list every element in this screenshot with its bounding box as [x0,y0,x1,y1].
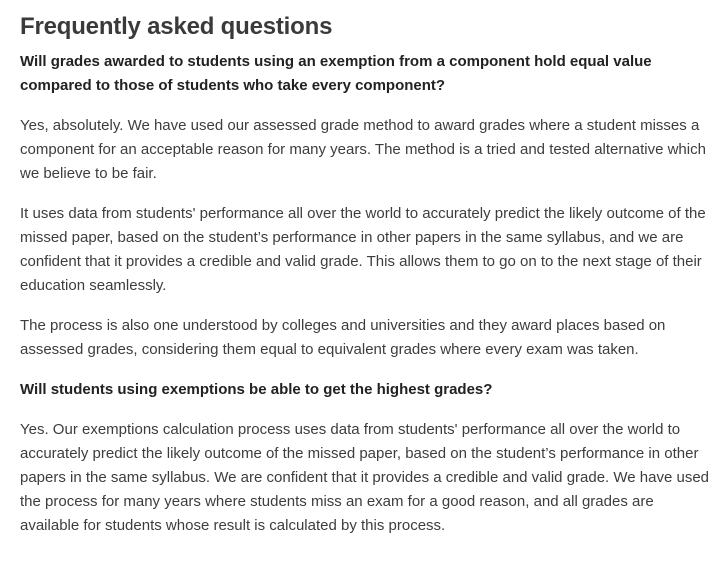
faq-answer-paragraph: The process is also one understood by colleges and universities and they award places based on assessed grades, considering them equal to equivalent grades where every exam was taken. [20,317,666,358]
faq-heading: Frequently asked questions [20,13,333,40]
faq-item-1 [20,50,710,362]
faq-answer-paragraph: Yes, absolutely. We have used our assessed grade method to award grades where a student misses a component for an acceptable reason for many years. The method is a tried and tested alternative which we believe to be fair. [20,117,706,182]
faq-question: Will students using exemptions be able to get the highest grades? [20,381,493,398]
faq-answer-paragraph: Yes. Our exemptions calculation process uses data from students' performance all over the world to accurately predict the likely outcome of the missed paper, based on the student’s performance in other papers in the same syllabus. We are confident that it provides a credible and valid grade. We have used the process for many years where students miss an exam for a good reason, and all grades are available for students whose result is calculated by this process. [20,421,710,534]
faq-item-2 [20,378,710,538]
faq-question: Will grades awarded to students using an exemption from a component hold equal value compared to those of students who take every component? [20,53,652,94]
faq-answer-paragraph: It uses data from students' performance all over the world to accurately predict the likely outcome of the missed paper, based on the student’s performance in other papers in the same syllabus, and we are confident that it provides a credible and valid grade. This allows them to go on to the next stage of their education seamlessly. [20,205,706,294]
